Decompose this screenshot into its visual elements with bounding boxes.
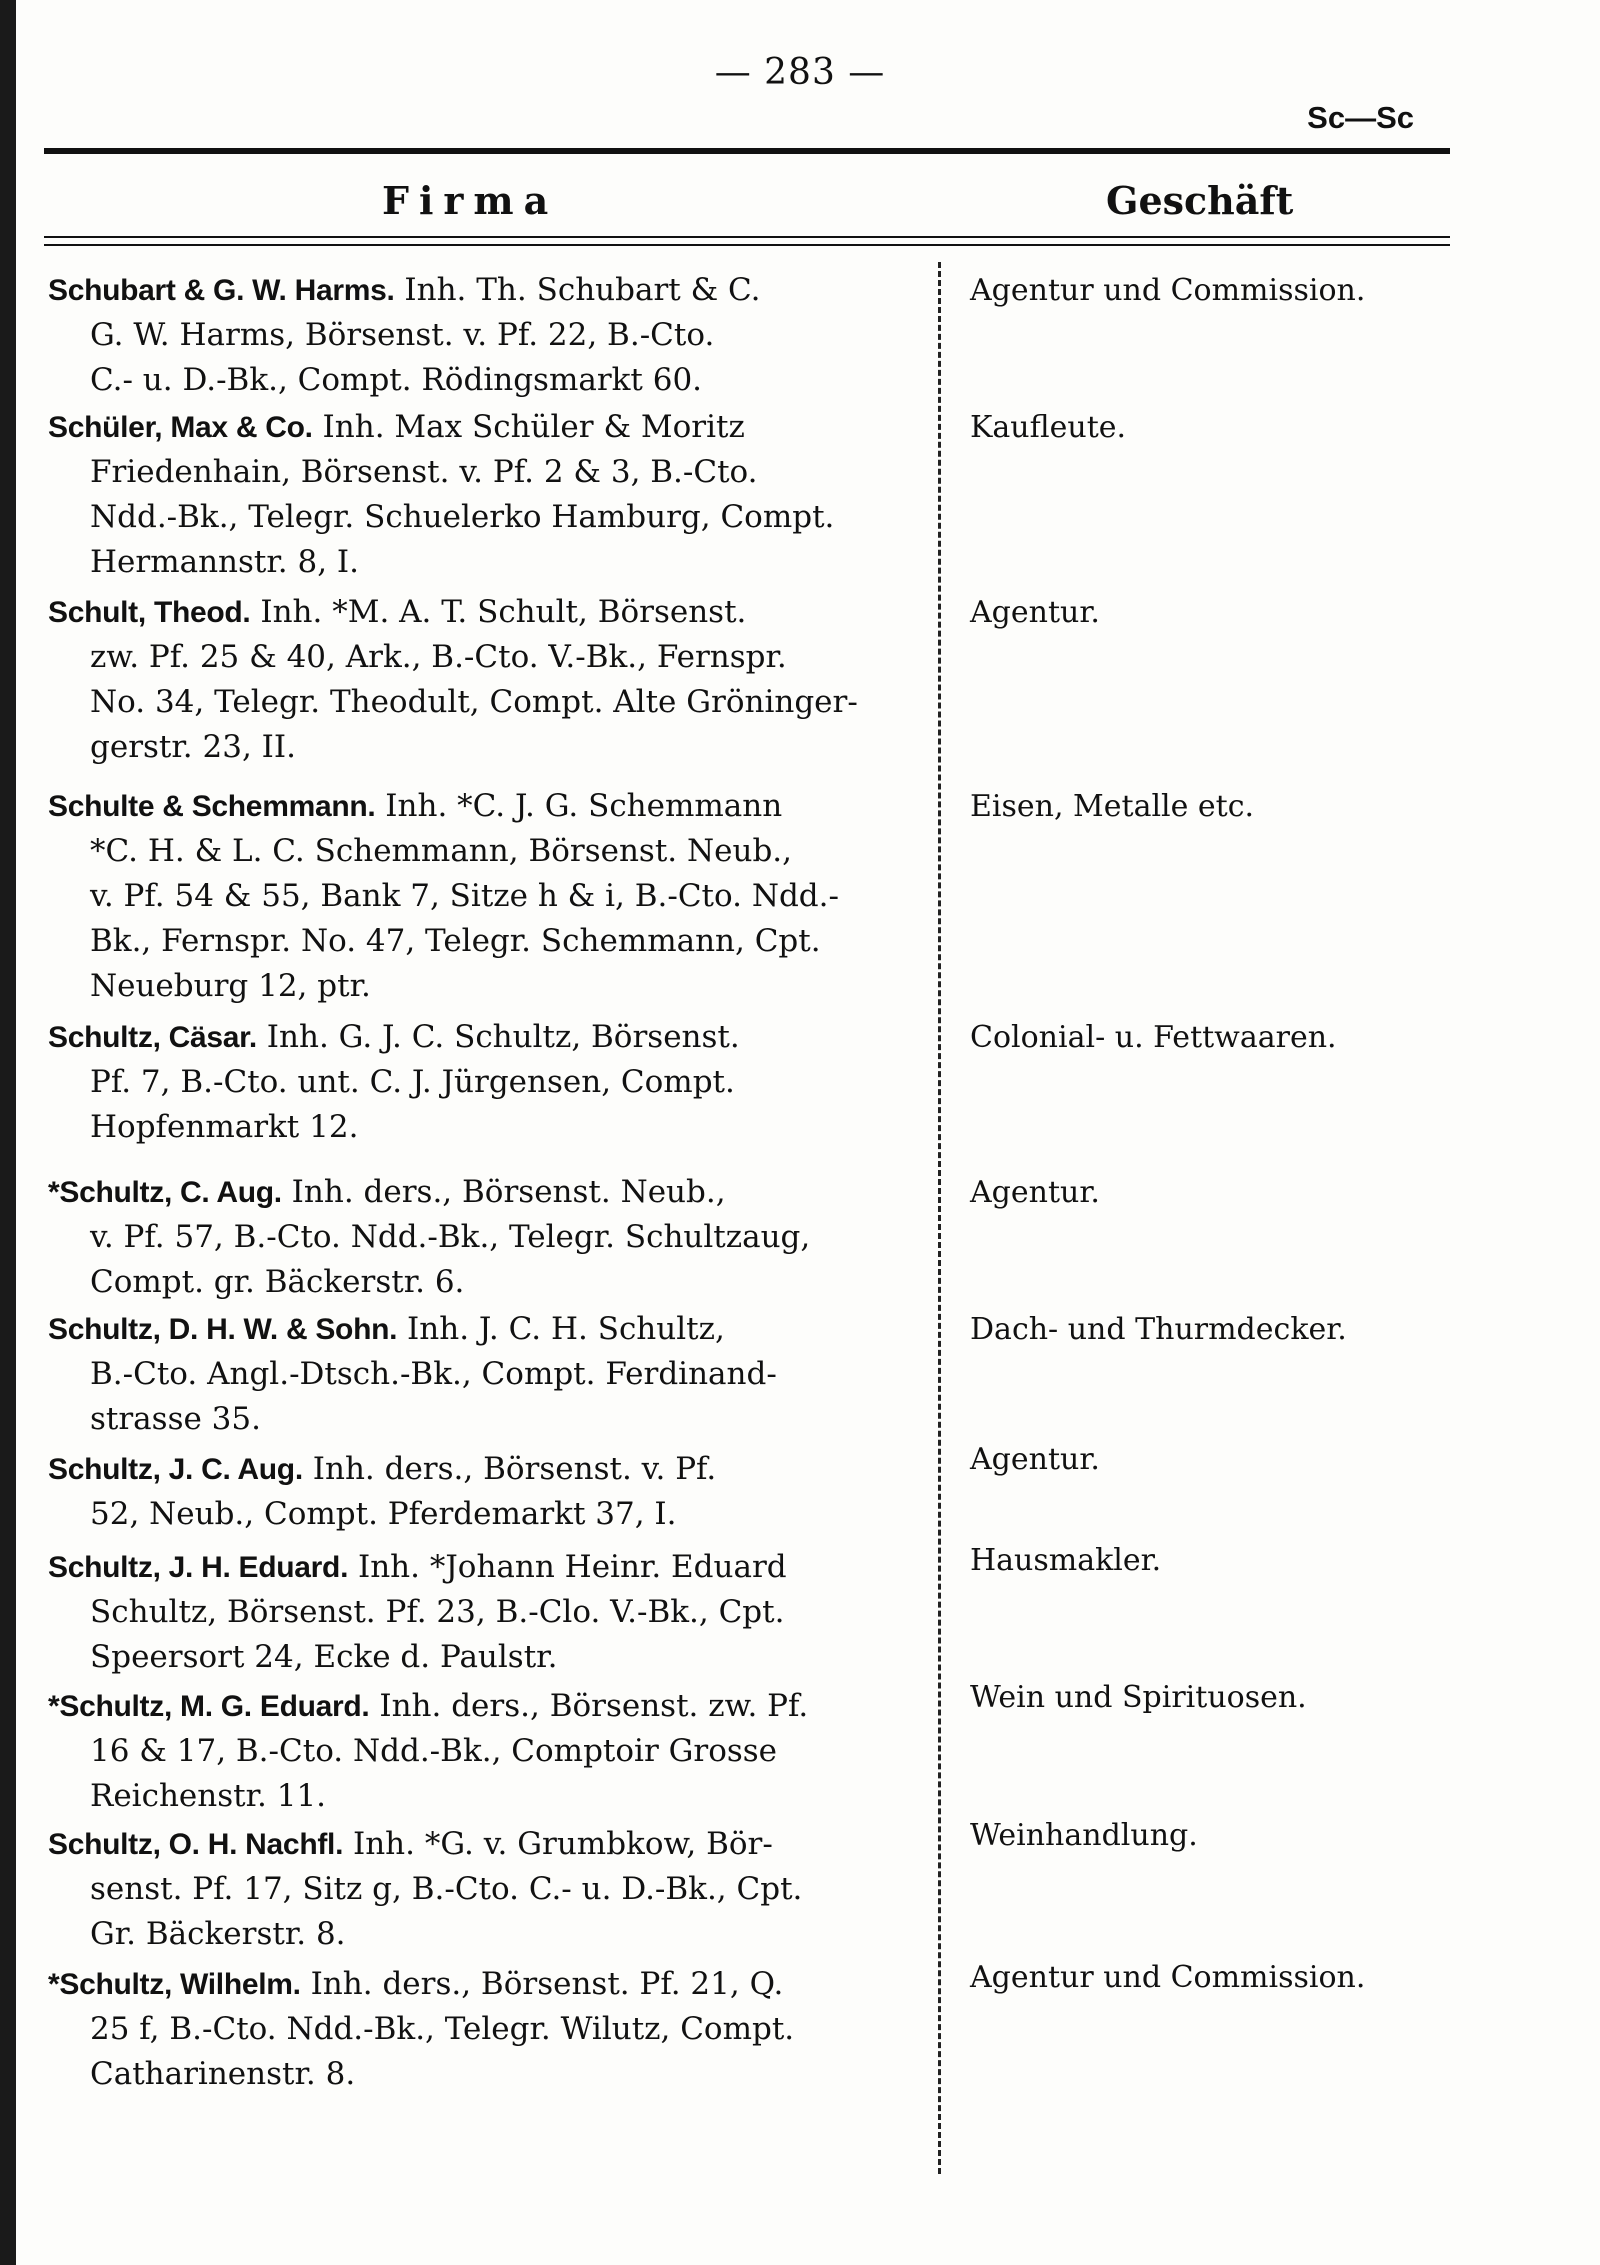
firm-detail: Inh. *M. A. T. Schult, Börsenst. bbox=[260, 594, 747, 630]
firm-name: Schultz, D. H. W. & Sohn. bbox=[48, 1313, 398, 1346]
firm-detail: Inh. ders., Börsenst. zw. Pf. bbox=[379, 1688, 809, 1724]
firm-name: Schüler, Max & Co. bbox=[48, 411, 313, 444]
firm-entry bbox=[48, 1962, 908, 2097]
firm-name: *Schultz, C. Aug. bbox=[48, 1176, 282, 1209]
firm-detail: Hermannstr. 8, I. bbox=[90, 544, 360, 580]
firm-detail: Schultz, Börsenst. Pf. 23, B.-Clo. V.-Bk., Cpt. bbox=[90, 1594, 785, 1630]
firm-detail: Inh. *Johann Heinr. Eduard bbox=[357, 1549, 787, 1585]
firm-detail: Inh. J. C. H. Schultz, bbox=[407, 1311, 725, 1347]
firm-detail: Gr. Bäckerstr. 8. bbox=[90, 1916, 346, 1952]
header-rule-lower bbox=[44, 244, 1450, 246]
firm-entry bbox=[48, 1545, 908, 1680]
firm-detail: Bk., Fernspr. No. 47, Telegr. Schemmann, Cpt. bbox=[90, 923, 821, 959]
firm-detail: *C. H. & L. C. Schemmann, Börsenst. Neub., bbox=[90, 833, 792, 869]
firm-name: Schult, Theod. bbox=[48, 596, 251, 629]
business-type: Agentur und Commission. bbox=[970, 1960, 1366, 1995]
firm-detail: Compt. gr. Bäckerstr. 6. bbox=[90, 1264, 465, 1300]
firm-name: Schultz, J. C. Aug. bbox=[48, 1453, 303, 1486]
firm-detail: senst. Pf. 17, Sitz g, B.-Cto. C.- u. D.-Bk., Cpt. bbox=[90, 1871, 803, 1907]
firm-detail: Inh. Th. Schubart & C. bbox=[404, 272, 761, 308]
firm-detail: Neueburg 12, ptr. bbox=[90, 968, 371, 1004]
firm-detail: Inh. *G. v. Grumbkow, Bör- bbox=[352, 1826, 773, 1862]
firm-detail: Inh. G. J. C. Schultz, Börsenst. bbox=[266, 1019, 740, 1055]
page-number: — 283 — bbox=[714, 52, 886, 93]
firm-name: *Schultz, M. G. Eduard. bbox=[48, 1690, 370, 1723]
business-type: Dach- und Thurmdecker. bbox=[970, 1312, 1347, 1347]
business-type: Agentur. bbox=[970, 595, 1100, 630]
firm-detail: 16 & 17, B.-Cto. Ndd.-Bk., Comptoir Grosse bbox=[90, 1733, 778, 1769]
firm-detail: 52, Neub., Compt. Pferdemarkt 37, I. bbox=[90, 1496, 677, 1532]
firm-detail: Ndd.-Bk., Telegr. Schuelerko Hamburg, Compt. bbox=[90, 499, 835, 535]
firm-detail: Inh. ders., Börsenst. Pf. 21, Q. bbox=[310, 1966, 784, 2002]
firm-detail: strasse 35. bbox=[90, 1401, 261, 1437]
business-type: Eisen, Metalle etc. bbox=[970, 789, 1255, 824]
business-type: Agentur. bbox=[970, 1442, 1100, 1477]
firm-detail: 25 f, B.-Cto. Ndd.-Bk., Telegr. Wilutz, Compt. bbox=[90, 2011, 795, 2047]
firm-entry bbox=[48, 1447, 908, 1537]
firm-detail: Speersort 24, Ecke d. Paulstr. bbox=[90, 1639, 558, 1675]
firm-detail: Reichenstr. 11. bbox=[90, 1778, 327, 1814]
firm-entry bbox=[48, 268, 908, 403]
alphabet-range: Sc—Sc bbox=[1307, 100, 1414, 135]
firm-detail: Inh. ders., Börsenst. Neub., bbox=[291, 1174, 726, 1210]
column-divider bbox=[938, 262, 941, 2174]
firm-detail: Inh. Max Schüler & Moritz bbox=[322, 409, 745, 445]
firm-detail: gerstr. 23, II. bbox=[90, 729, 296, 765]
firm-detail: v. Pf. 54 & 55, Bank 7, Sitze h & i, B.-Cto. Ndd.- bbox=[90, 878, 839, 914]
firm-detail: No. 34, Telegr. Theodult, Compt. Alte Gröninger- bbox=[90, 684, 858, 720]
firm-detail: Friedenhain, Börsenst. v. Pf. 2 & 3, B.-Cto. bbox=[90, 454, 758, 490]
firm-entry bbox=[48, 1015, 908, 1150]
firm-name: Schultz, Cäsar. bbox=[48, 1021, 257, 1054]
firm-name: Schultz, J. H. Eduard. bbox=[48, 1551, 349, 1584]
firm-name: Schulte & Schemmann. bbox=[48, 790, 376, 823]
column-header-geschaeft: Geschäft bbox=[1106, 178, 1294, 223]
firm-detail: zw. Pf. 25 & 40, Ark., B.-Cto. V.-Bk., Fernspr. bbox=[90, 639, 787, 675]
top-rule bbox=[44, 148, 1450, 154]
column-header-firma: Firma bbox=[382, 178, 559, 223]
firm-detail: Catharinenstr. 8. bbox=[90, 2056, 356, 2092]
firm-detail: v. Pf. 57, B.-Cto. Ndd.-Bk., Telegr. Schultzaug, bbox=[90, 1219, 811, 1255]
business-type: Agentur. bbox=[970, 1175, 1100, 1210]
business-type: Hausmakler. bbox=[970, 1543, 1162, 1578]
firm-detail: Pf. 7, B.-Cto. unt. C. J. Jürgensen, Compt. bbox=[90, 1064, 735, 1100]
firm-name: Schultz, O. H. Nachfl. bbox=[48, 1828, 344, 1861]
business-type: Agentur und Commission. bbox=[970, 273, 1366, 308]
firm-entry bbox=[48, 1822, 908, 1957]
firm-name: *Schultz, Wilhelm. bbox=[48, 1968, 301, 2001]
business-type: Kaufleute. bbox=[970, 410, 1127, 445]
firm-entry bbox=[48, 1170, 908, 1305]
business-type: Wein und Spirituosen. bbox=[970, 1680, 1307, 1715]
firm-detail: B.-Cto. Angl.-Dtsch.-Bk., Compt. Ferdinand- bbox=[90, 1356, 777, 1392]
firm-entry bbox=[48, 1307, 908, 1442]
firm-detail: Inh. ders., Börsenst. v. Pf. bbox=[312, 1451, 717, 1487]
firm-entry bbox=[48, 590, 908, 770]
page-edge-shadow bbox=[0, 0, 16, 2265]
header-rule-upper bbox=[44, 236, 1450, 238]
firm-entry bbox=[48, 784, 908, 1009]
firm-detail: Hopfenmarkt 12. bbox=[90, 1109, 359, 1145]
firm-entry bbox=[48, 405, 908, 585]
business-type: Colonial- u. Fettwaaren. bbox=[970, 1020, 1337, 1055]
firm-name: Schubart & G. W. Harms. bbox=[48, 274, 395, 307]
business-type: Weinhandlung. bbox=[970, 1818, 1198, 1853]
firm-entry bbox=[48, 1684, 908, 1819]
firm-detail: G. W. Harms, Börsenst. v. Pf. 22, B.-Cto. bbox=[90, 317, 715, 353]
firm-detail: C.- u. D.-Bk., Compt. Rödingsmarkt 60. bbox=[90, 362, 703, 398]
firm-detail: Inh. *C. J. G. Schemmann bbox=[385, 788, 783, 824]
